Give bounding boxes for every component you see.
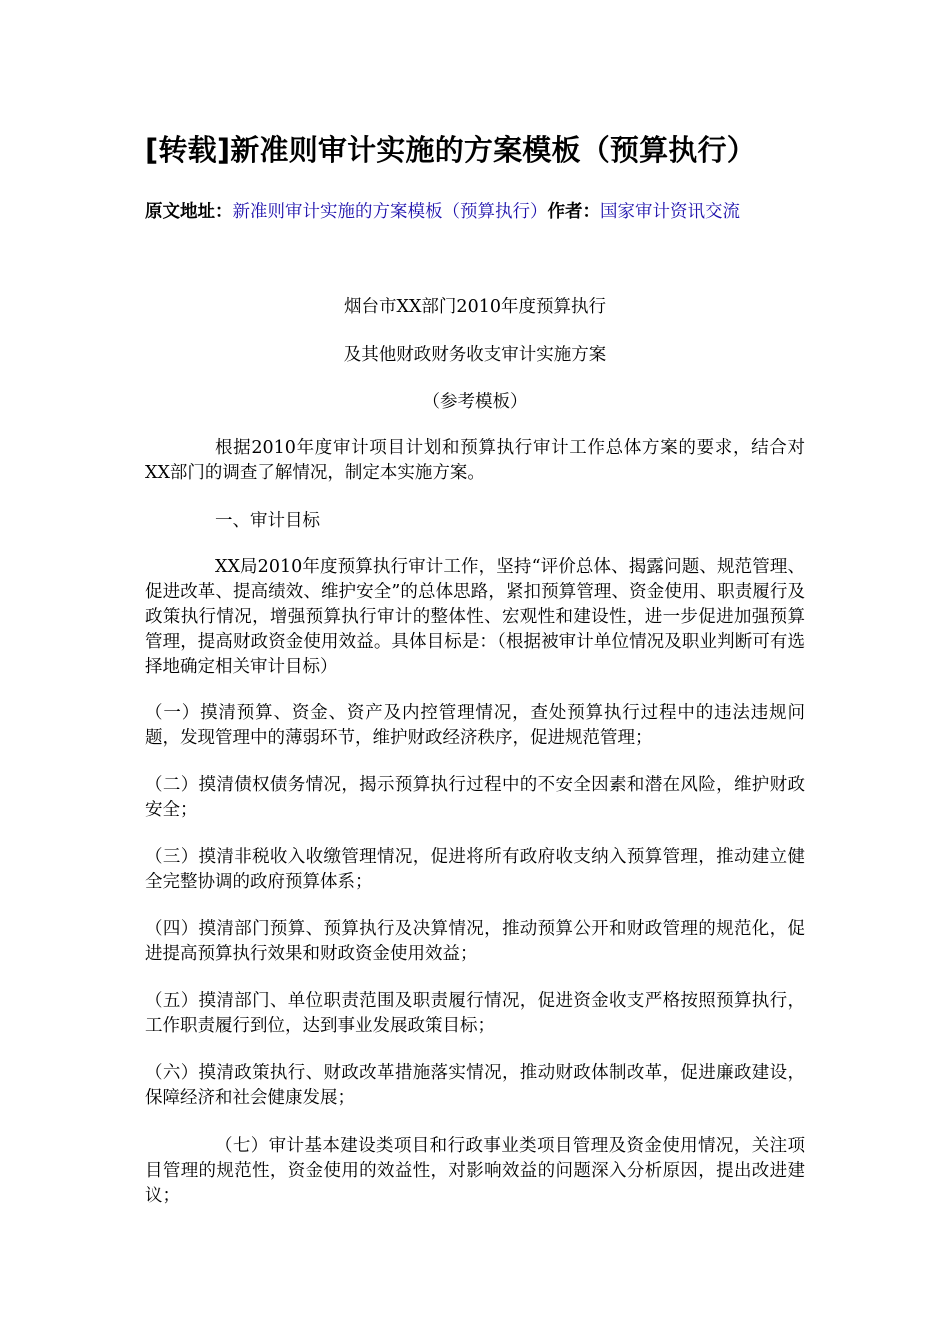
list-item: （二）摸清债权债务情况，揭示预算执行过程中的不安全因素和潜在风险，维护财政安全； [145,775,805,820]
list-item: （五）摸清部门、单位职责范围及职责履行情况，促进资金收支严格按照预算执行，工作职责履行到位，达到事业发展政策目标； [145,991,805,1036]
list-item: （三）摸清非税收入收缴管理情况，促进将所有政府收支纳入预算管理，推动建立健全完整协调的政府预算体系； [145,847,805,892]
author-label: 作者： [547,202,600,222]
list-item: （四）摸清部门预算、预算执行及决算情况，推动预算公开和财政管理的规范化，促进提高预算执行效果和财政资金使用效益； [145,919,805,964]
source-line [145,198,740,223]
author-link[interactable]: 国家审计资讯交流 [600,202,740,222]
heading-line-1: 烟台市XX部门2010年度预算执行 [344,297,606,317]
intro-paragraph: 根据2010年度审计项目计划和预算执行审计工作总体方案的要求，结合对XX部门的调查了解情况，制定本实施方案。 [145,438,805,483]
source-link[interactable]: 新准则审计实施的方案模板（预算执行） [232,202,548,222]
section-title: 一、审计目标 [215,511,320,531]
list-item: （七）审计基本建设类项目和行政事业类项目管理及资金使用情况，关注项目管理的规范性，资金使用的效益性，对影响效益的问题深入分析原因，提出改进建议； [145,1136,805,1206]
heading-line-2: 及其他财政财务收支审计实施方案 [343,345,607,365]
list-item: （一）摸清预算、资金、资产及内控管理情况，查处预算执行过程中的违法违规问题，发现管理中的薄弱环节，维护财政经济秩序，促进规范管理； [145,703,805,748]
page-title: [转载]新准则审计实施的方案模板（预算执行） [145,133,756,167]
source-label: 原文地址： [145,202,233,222]
list-item: （六）摸清政策执行、财政改革措施落实情况，推动财政体制改革，促进廉政建设，保障经济和社会健康发展； [145,1063,805,1108]
heading-line-3: （参考模板） [422,392,528,412]
section-body: XX局2010年度预算执行审计工作，坚持“评价总体、揭露问题、规范管理、促进改革、提高绩效、维护安全”的总体思路，紧扣预算管理、资金使用、职责履行及政策执行情况，增强预算执行审计的整体性、宏观性和建设性，进一步促进加强预算管理，提高财政资金使用效益。具体目标是：（根据被审计单位情况及职业判断可有选择地确定相关审计目标） [145,557,805,677]
